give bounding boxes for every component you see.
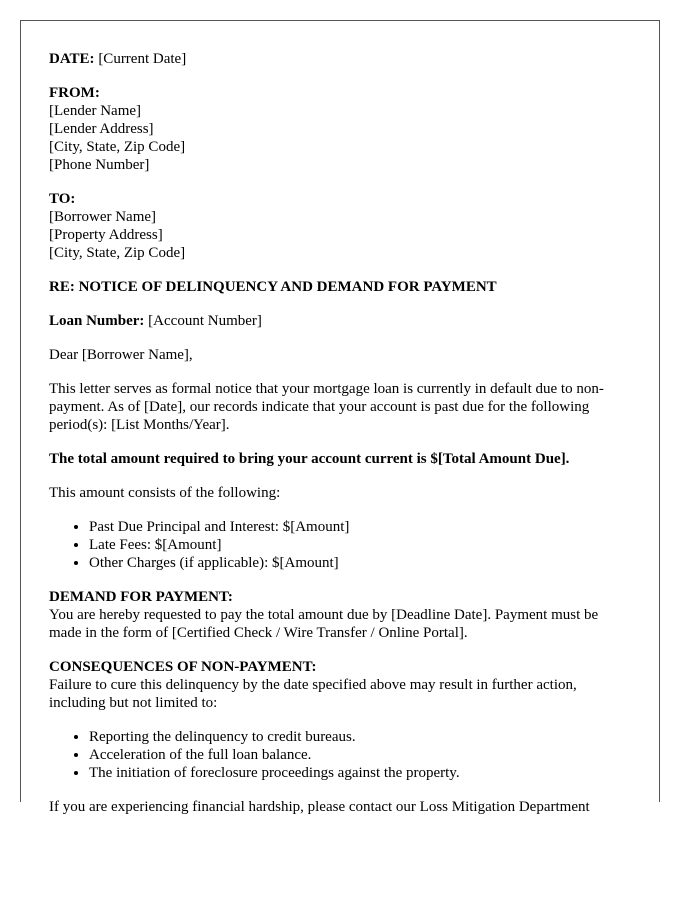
list-item: • Late Fees: $[Amount]	[89, 536, 631, 554]
consequences-section	[49, 658, 631, 712]
list-item: • The initiation of foreclosure proceedings against the property.	[89, 764, 631, 782]
from-block	[49, 84, 631, 174]
lender-name: [Lender Name]	[49, 103, 142, 119]
from-label: FROM:	[49, 85, 100, 101]
consequences-text: Failure to cure this delinquency by the date specified above may result in further action, including but not limited to:	[49, 677, 577, 711]
consequences-heading: CONSEQUENCES OF NON-PAYMENT:	[49, 659, 317, 675]
demand-section	[49, 588, 631, 642]
breakdown-list	[49, 518, 631, 572]
closing-paragraph: If you are experiencing financial hardship, please contact our Loss Mitigation Department	[49, 799, 590, 815]
loan-number-value: [Account Number]	[148, 313, 262, 329]
demand-text: You are hereby requested to pay the total amount due by [Deadline Date]. Payment must be made in the form of [Certified Check / Wire Transfer / Online Portal].	[49, 607, 599, 641]
demand-heading: DEMAND FOR PAYMENT:	[49, 589, 233, 605]
letter-page	[20, 20, 660, 815]
lender-phone: [Phone Number]	[49, 157, 150, 173]
borrower-name: [Borrower Name]	[49, 209, 157, 225]
date-value: [Current Date]	[98, 51, 187, 67]
lender-address: [Lender Address]	[49, 121, 154, 137]
date-line	[49, 50, 631, 68]
total-due-statement: The total amount required to bring your account current is $[Total Amount Due].	[49, 451, 570, 467]
loan-number-line	[49, 312, 631, 330]
intro-paragraph: This letter serves as formal notice that your mortgage loan is currently in default due to non-payment. As of [Date], our records indicate that your account is past due for the following period(s): [List Months/Year].	[49, 381, 604, 433]
list-item: • Acceleration of the full loan balance.	[89, 746, 631, 764]
letter-content	[21, 21, 659, 816]
to-block	[49, 190, 631, 262]
list-item: • Other Charges (if applicable): $[Amount]	[89, 554, 631, 572]
to-label: TO:	[49, 191, 76, 207]
property-address: [Property Address]	[49, 227, 163, 243]
borrower-city-state-zip: [City, State, Zip Code]	[49, 245, 186, 261]
date-label: DATE:	[49, 51, 95, 67]
breakdown-intro: This amount consists of the following:	[49, 485, 281, 501]
list-item: • Past Due Principal and Interest: $[Amount]	[89, 518, 631, 536]
subject-line: RE: NOTICE OF DELINQUENCY AND DEMAND FOR PAYMENT	[49, 279, 497, 295]
consequences-list	[49, 728, 631, 782]
loan-number-label: Loan Number:	[49, 313, 145, 329]
salutation: Dear [Borrower Name],	[49, 347, 193, 363]
list-item: • Reporting the delinquency to credit bureaus.	[89, 728, 631, 746]
lender-city-state-zip: [City, State, Zip Code]	[49, 139, 186, 155]
